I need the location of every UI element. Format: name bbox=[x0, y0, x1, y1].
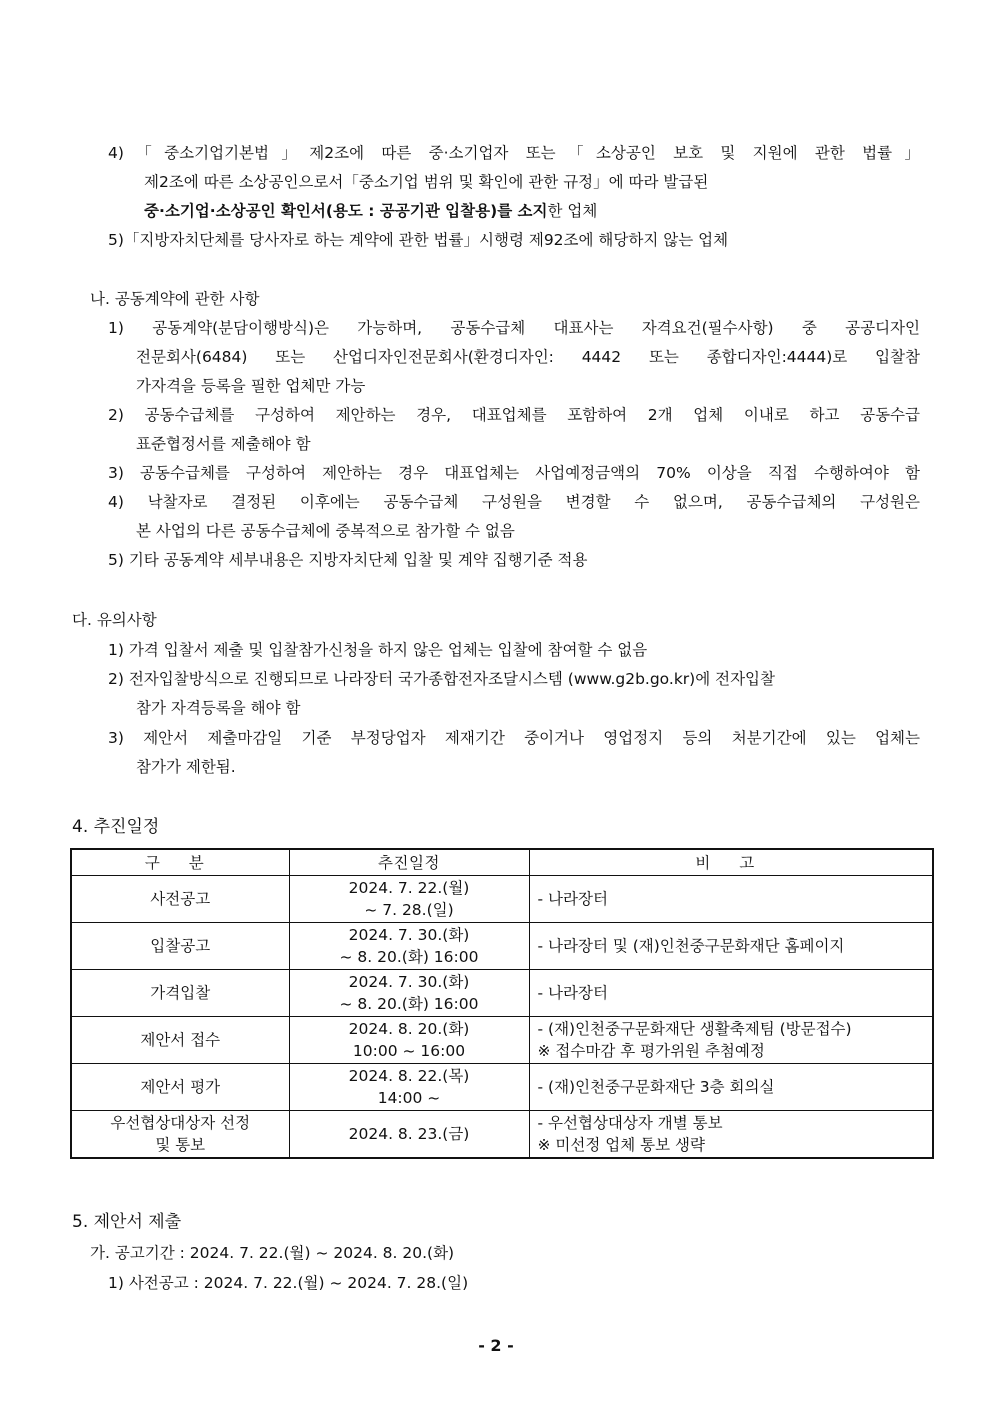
cell-text: - 나라장터 및 (재)인천중구문화재단 홈페이지 bbox=[537, 937, 845, 955]
cell-text: 2024. 8. 20.(화) bbox=[348, 1020, 470, 1038]
header-remarks: 비 고 bbox=[529, 849, 933, 876]
da-item-2-line-2: 참가 자격등록을 해야 함 bbox=[136, 699, 301, 717]
cell-text: 입찰공고 bbox=[150, 937, 211, 955]
table-row bbox=[71, 1111, 933, 1159]
table-row bbox=[71, 1064, 933, 1111]
cell-text: 제안서 평가 bbox=[140, 1078, 221, 1096]
na-item-5-line-1: 5) 기타 공동계약 세부내용은 지방자치단체 입찰 및 계약 집행기준 적용 bbox=[108, 551, 588, 569]
na-item-2-line-2: 표준협정서를 제출해야 함 bbox=[136, 435, 311, 453]
cell-text: ※ 미선정 업체 통보 생략 bbox=[537, 1136, 705, 1154]
cell-text: 14:00 ~ bbox=[377, 1089, 441, 1107]
na-item-4-line-1: 4) 낙찰자로 결정된 이후에는 공동수급체 구성원을 변경할 수 없으며, 공동수급체의 구성원은 bbox=[108, 493, 920, 511]
cell-text: 2024. 8. 23.(금) bbox=[348, 1125, 470, 1143]
clause-4-line-1: 4)「중소기업기본법」제2조에 따른 중·소기업자 또는「소상공인 보호 및 지원에 관한 법률」 bbox=[108, 144, 920, 162]
cell-text: - 우선협상대상자 개별 통보 bbox=[537, 1114, 723, 1132]
na-item-2-line-1: 2) 공동수급체를 구성하여 제안하는 경우, 대표업체를 포함하여 2개 업체 이내로 하고 공동수급 bbox=[108, 406, 920, 424]
clause-5-line-1: 5)「지방자치단체를 당사자로 하는 계약에 관한 법률」시행령 제92조에 해당하지 않는 업체 bbox=[108, 231, 729, 249]
row-category bbox=[71, 970, 289, 1017]
section-da-title: 다. 유의사항 bbox=[72, 611, 157, 629]
table-row bbox=[71, 1017, 933, 1064]
row-date bbox=[289, 1017, 529, 1064]
header-category: 구 분 bbox=[71, 849, 289, 876]
da-item-3-line-1: 3) 제안서 제출마감일 기준 부정당업자 제재기간 중이거나 영업정지 등의 처분기간에 있는 업체는 bbox=[108, 729, 920, 747]
row-note bbox=[529, 1111, 933, 1159]
cell-text: - 나라장터 bbox=[537, 890, 608, 908]
section-5-line-2: 1) 사전공고 : 2024. 7. 22.(월) ~ 2024. 7. 28.(일) bbox=[108, 1274, 469, 1292]
row-category bbox=[71, 1064, 289, 1111]
clause-4-line-3 bbox=[144, 200, 597, 222]
row-note bbox=[529, 1017, 933, 1064]
row-date bbox=[289, 876, 529, 923]
row-note bbox=[529, 923, 933, 970]
clause-4-tail-text: 한 업체 bbox=[547, 202, 598, 220]
row-note bbox=[529, 1064, 933, 1111]
header-schedule: 추진일정 bbox=[289, 849, 529, 876]
cell-text: ※ 접수마감 후 평가위원 추첨예정 bbox=[537, 1042, 765, 1060]
cell-text: 10:00 ~ 16:00 bbox=[352, 1042, 466, 1060]
cell-text: ~ 8. 20.(화) 16:00 bbox=[339, 995, 479, 1013]
cell-text: 및 통보 bbox=[155, 1136, 206, 1154]
da-item-3-line-2: 참가가 제한됨. bbox=[136, 758, 236, 776]
cell-text: 2024. 8. 22.(목) bbox=[348, 1067, 470, 1085]
schedule-table bbox=[70, 848, 934, 1159]
section-5-line-1: 가. 공고기간 : 2024. 7. 22.(월) ~ 2024. 8. 20.(화) bbox=[90, 1244, 455, 1262]
cell-text: 우선협상대상자 선정 bbox=[110, 1114, 251, 1132]
schedule-header-row bbox=[71, 849, 933, 876]
cell-text: ~ 8. 20.(화) 16:00 bbox=[339, 948, 479, 966]
section-4-title: 4. 추진일정 bbox=[72, 817, 160, 837]
cell-text: 사전공고 bbox=[150, 890, 211, 908]
na-item-1-line-2: 전문회사(6484) 또는 산업디자인전문회사(환경디자인: 4442 또는 종합디자인:4444)로 입찰참 bbox=[136, 348, 920, 366]
row-note bbox=[529, 970, 933, 1017]
cell-text: 2024. 7. 22.(월) bbox=[348, 879, 470, 897]
da-item-1-line-1: 1) 가격 입찰서 제출 및 입찰참가신청을 하지 않은 업체는 입찰에 참여할 수 없음 bbox=[108, 641, 648, 659]
cell-text: 제안서 접수 bbox=[140, 1031, 221, 1049]
row-date bbox=[289, 970, 529, 1017]
clause-4-bold-text: 중·소기업·소상공인 확인서(용도 : 공공기관 입찰용)를 소지 bbox=[144, 202, 548, 220]
row-category bbox=[71, 876, 289, 923]
section-5-title: 5. 제안서 제출 bbox=[72, 1212, 182, 1232]
table-row bbox=[71, 970, 933, 1017]
cell-text: - (재)인천중구문화재단 3층 회의실 bbox=[537, 1078, 775, 1096]
na-item-4-line-2: 본 사업의 다른 공동수급체에 중복적으로 참가할 수 없음 bbox=[136, 522, 515, 540]
table-row bbox=[71, 923, 933, 970]
row-date bbox=[289, 1111, 529, 1159]
na-item-3-line-1: 3) 공동수급체를 구성하여 제안하는 경우 대표업체는 사업예정금액의 70% 이상을 직접 수행하여야 함 bbox=[108, 464, 920, 482]
row-category bbox=[71, 1017, 289, 1064]
cell-text: 2024. 7. 30.(화) bbox=[348, 973, 470, 991]
cell-text: - 나라장터 bbox=[537, 984, 608, 1002]
row-category bbox=[71, 1111, 289, 1159]
na-item-1-line-3: 가자격을 등록을 필한 업체만 가능 bbox=[136, 377, 366, 395]
row-date bbox=[289, 923, 529, 970]
clause-4-line-2: 제2조에 따른 소상공인으로서「중소기업 범위 및 확인에 관한 규정」에 따라 발급된 bbox=[144, 173, 709, 191]
row-date bbox=[289, 1064, 529, 1111]
row-note bbox=[529, 876, 933, 923]
page-number: - 2 - bbox=[478, 1336, 514, 1355]
cell-text: 2024. 7. 30.(화) bbox=[348, 926, 470, 944]
row-category bbox=[71, 923, 289, 970]
cell-text: 가격입찰 bbox=[150, 984, 211, 1002]
cell-text: - (재)인천중구문화재단 생활축제팀 (방문접수) bbox=[537, 1020, 852, 1038]
da-item-2-line-1: 2) 전자입찰방식으로 진행되므로 나라장터 국가종합전자조달시스템 (www.g2b.go.kr)에 전자입찰 bbox=[108, 670, 776, 688]
na-item-1-line-1: 1) 공동계약(분담이행방식)은 가능하며, 공동수급체 대표사는 자격요건(필수사항) 중 공공디자인 bbox=[108, 319, 920, 337]
cell-text: ~ 7. 28.(일) bbox=[364, 901, 454, 919]
section-na-title: 나. 공동계약에 관한 사항 bbox=[90, 290, 260, 308]
table-row bbox=[71, 876, 933, 923]
